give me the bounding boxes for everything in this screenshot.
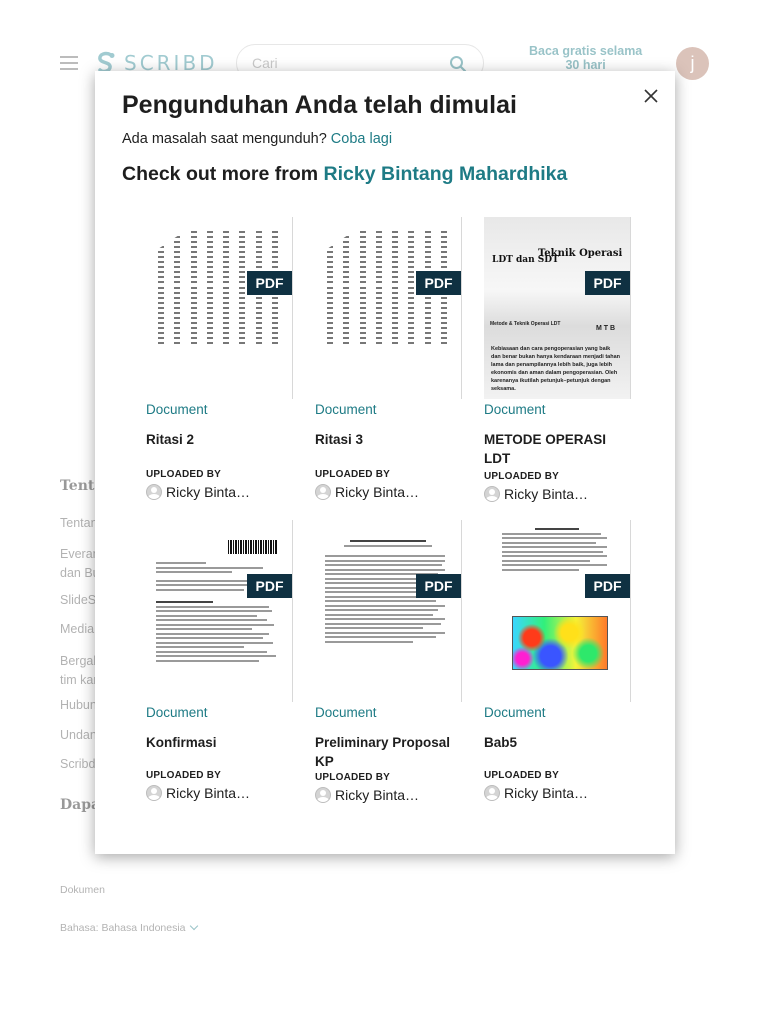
- document-card-ritasi-3[interactable]: [315, 217, 463, 507]
- document-type-label: Document: [484, 402, 546, 417]
- retry-link[interactable]: Coba lagi: [330, 131, 393, 147]
- uploader[interactable]: [315, 484, 419, 500]
- uploader[interactable]: [484, 486, 588, 502]
- pdf-badge: PDF: [585, 271, 630, 295]
- uploader[interactable]: [146, 785, 250, 801]
- document-thumbnail[interactable]: [484, 217, 631, 399]
- document-card-preliminary-proposal-kp[interactable]: [315, 520, 463, 810]
- document-type-label: Document: [315, 705, 377, 720]
- uploader[interactable]: [315, 787, 419, 803]
- document-title[interactable]: Konfirmasi: [146, 735, 217, 750]
- more-from-heading: [122, 163, 567, 186]
- document-card-konfirmasi[interactable]: [146, 520, 294, 810]
- uploaded-by-label: UPLOADED BY: [484, 471, 559, 482]
- pdf-badge: PDF: [247, 271, 292, 295]
- cover-body-text: Kebiasaan dan cara pengoperasian yang baik dan benar bukan hanya kendaraan menjadi tahan lama dan penampilannya lebih baik, juga lebih ekonomis dan aman dalam pengoperasian. Oleh karenanya ikutilah petunjuk–petunjuk dengan seksama.: [491, 346, 620, 392]
- more-from-prefix: Check out more from: [122, 163, 319, 185]
- document-card-bab5[interactable]: [484, 520, 632, 810]
- uploaded-by-label: UPLOADED BY: [146, 469, 221, 480]
- document-title[interactable]: Ritasi 2: [146, 432, 195, 447]
- uploader-avatar-icon: [315, 484, 331, 500]
- uploader-avatar-icon: [315, 787, 331, 803]
- document-title[interactable]: Preliminary Proposal KP: [315, 735, 451, 769]
- text-preview: [502, 528, 612, 573]
- document-type-label: Document: [315, 402, 377, 417]
- modal-title: Pengunduhan Anda telah dimulai: [122, 91, 517, 119]
- cover-title: Teknik Operasi: [538, 248, 623, 259]
- document-thumbnail[interactable]: [146, 520, 293, 702]
- uploader-name: Ricky Binta…: [166, 785, 251, 801]
- table-preview: [327, 287, 447, 347]
- pdf-badge: PDF: [585, 574, 630, 598]
- document-thumbnail[interactable]: [315, 520, 462, 702]
- download-problem-text: Ada masalah saat mengunduh?: [122, 131, 327, 147]
- uploader-avatar-icon: [146, 785, 162, 801]
- author-link[interactable]: Ricky Bintang Mahardhika: [323, 163, 568, 185]
- uploaded-by-label: UPLOADED BY: [315, 772, 390, 783]
- barcode-image: [228, 540, 278, 554]
- cover-caption: Metode & Teknik Operasi LDT: [490, 321, 561, 327]
- uploader-name: Ricky Binta…: [504, 785, 589, 801]
- uploader-name: Ricky Binta…: [504, 486, 589, 502]
- document-type-label: Document: [146, 705, 208, 720]
- document-type-label: Document: [146, 402, 208, 417]
- document-card-metode-operasi-ldt[interactable]: [484, 217, 632, 507]
- uploader[interactable]: [146, 484, 250, 500]
- uploader-avatar-icon: [146, 484, 162, 500]
- document-title[interactable]: Ritasi 3: [315, 432, 364, 447]
- modal-subtitle: [122, 131, 392, 147]
- pdf-badge: PDF: [416, 271, 461, 295]
- cover-logo: M T B: [596, 325, 616, 332]
- pdf-badge: PDF: [247, 574, 292, 598]
- table-preview: [158, 287, 278, 347]
- document-thumbnail[interactable]: [484, 520, 631, 702]
- uploaded-by-label: UPLOADED BY: [146, 770, 221, 781]
- cover-image: [484, 217, 631, 399]
- uploader-name: Ricky Binta…: [335, 787, 420, 803]
- uploader-name: Ricky Binta…: [335, 484, 420, 500]
- document-title[interactable]: METODE OPERASI LDT: [484, 432, 607, 466]
- pdf-badge: PDF: [416, 574, 461, 598]
- uploader-avatar-icon: [484, 486, 500, 502]
- download-modal: [95, 71, 675, 854]
- cover-subtitle: LDT dan SDT: [492, 255, 559, 265]
- uploader[interactable]: [484, 785, 588, 801]
- uploaded-by-label: UPLOADED BY: [315, 469, 390, 480]
- close-icon[interactable]: [643, 88, 659, 104]
- document-thumbnail[interactable]: [315, 217, 462, 399]
- document-type-label: Document: [484, 705, 546, 720]
- heatmap-image: [512, 616, 608, 670]
- uploader-avatar-icon: [484, 785, 500, 801]
- uploader-name: Ricky Binta…: [166, 484, 251, 500]
- document-title[interactable]: Bab5: [484, 735, 518, 750]
- uploaded-by-label: UPLOADED BY: [484, 770, 559, 781]
- document-card-ritasi-2[interactable]: [146, 217, 294, 507]
- document-thumbnail[interactable]: [146, 217, 293, 399]
